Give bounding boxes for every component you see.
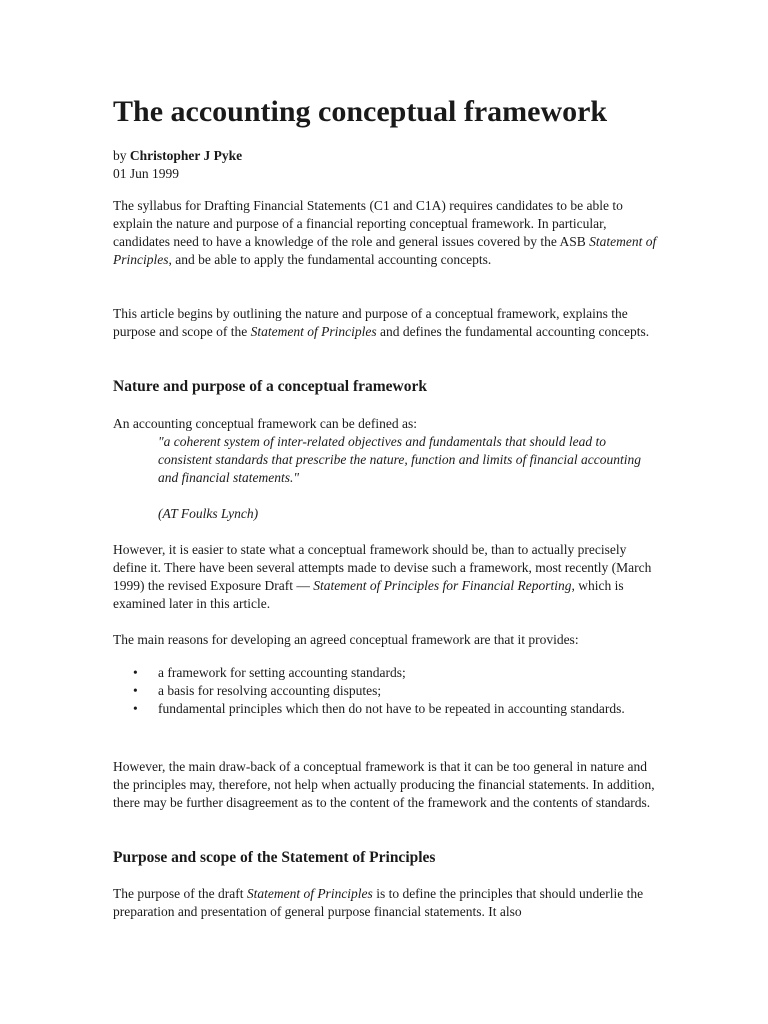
however-text-b: , which is examined later in this article. — [113, 578, 624, 611]
purpose-text-b: is to define the principles that should underlie the preparation and presentation of general purpose financial statements. It also — [113, 886, 644, 919]
paragraph-purpose — [113, 885, 658, 921]
intro-paragraph-2 — [113, 305, 658, 341]
intro-1-text-b: , and be able to apply the fundamental accounting concepts. — [168, 252, 492, 267]
intro-paragraph-1 — [113, 197, 658, 269]
intro-1-emphasis: Statement of Principles — [113, 234, 657, 267]
purpose-emphasis: Statement of Principles — [246, 886, 373, 901]
byline-prefix: by — [113, 148, 130, 163]
list-item — [113, 700, 658, 718]
article-title: The accounting conceptual framework — [113, 95, 608, 128]
definition-source: (AT Foulks Lynch) — [158, 506, 259, 521]
intro-2-text-b: and defines the fundamental accounting concepts. — [376, 324, 650, 339]
list-item — [113, 664, 658, 682]
paragraph-drawback: However, the main draw-back of a conceptual framework is that it can be too general in nature and the principles may, therefore, not help when actually producing the financial statements. In addition, there may be further disagreement as to the content of the framework and the contents of standards. — [113, 759, 655, 810]
bullet-icon: • — [133, 683, 138, 698]
definition-quote: "a coherent system of inter-related objectives and fundamentals that should lead to consistent standards that prescribe the nature, function and limits of financial accounting and financial statements." — [158, 434, 641, 485]
byline — [113, 147, 242, 165]
list-item-text: a framework for setting accounting standards; — [158, 665, 406, 680]
list-item-text: fundamental principles which then do not have to be repeated in accounting standards. — [158, 701, 625, 716]
section-heading-nature: Nature and purpose of a conceptual framework — [113, 378, 428, 395]
bullet-icon: • — [133, 665, 138, 680]
intro-2-text-a: This article begins by outlining the nature and purpose of a conceptual framework, explains the purpose and scope of the — [113, 306, 628, 339]
intro-1-text-a: The syllabus for Drafting Financial Statements (C1 and C1A) requires candidates to be able to explain the nature and purpose of a financial reporting conceptual framework. In particular, candidates need to have a knowledge of the role and general issues covered by the ASB — [113, 198, 623, 249]
intro-2-emphasis: Statement of Principles — [250, 324, 377, 339]
publish-date: 01 Jun 1999 — [113, 166, 180, 181]
section-heading-purpose: Purpose and scope of the Statement of Principles — [113, 849, 436, 866]
reasons-lead: The main reasons for developing an agreed conceptual framework are that it provides: — [113, 632, 579, 647]
article-meta — [113, 147, 242, 183]
list-item — [113, 682, 658, 700]
purpose-text-a: The purpose of the draft — [113, 886, 247, 901]
definition-lead: An accounting conceptual framework can be defined as: — [113, 416, 417, 431]
however-text-a: However, it is easier to state what a conceptual framework should be, than to actually precisely define it. There have been several attempts made to devise such a framework, most recently (March 1999) the revised Exposure Draft — — [113, 542, 652, 593]
reasons-list — [113, 664, 658, 718]
author-name: Christopher J Pyke — [129, 148, 243, 163]
bullet-icon: • — [133, 701, 138, 716]
list-item-text: a basis for resolving accounting disputes; — [158, 683, 382, 698]
however-emphasis: Statement of Principles for Financial Reporting — [313, 578, 572, 593]
paragraph-however — [113, 541, 658, 613]
